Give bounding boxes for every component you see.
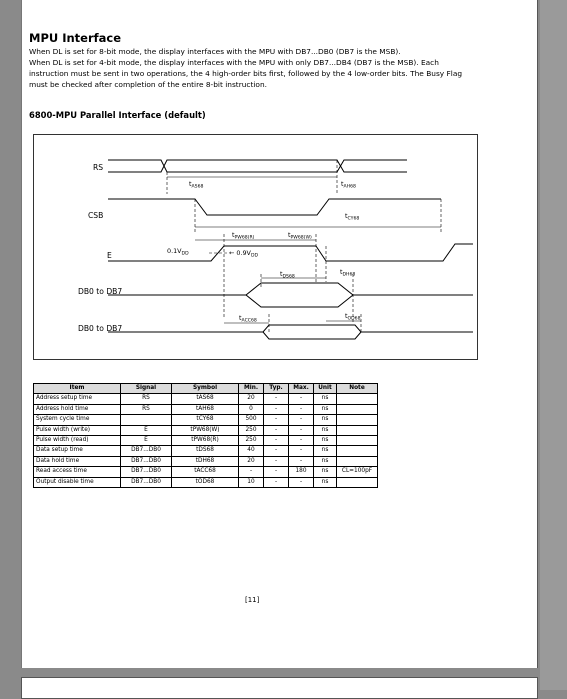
table-cell: E <box>121 425 172 435</box>
v01-label: $0.1V_{DD}$ <box>167 247 189 257</box>
table-row <box>34 477 378 487</box>
table-cell: RS <box>121 404 172 414</box>
table-cell: - <box>264 425 289 435</box>
tas-label: $t_{AS68}$ <box>189 180 204 190</box>
table-cell: Output disable time <box>34 477 121 487</box>
table-cell: DB7...DB0 <box>121 477 172 487</box>
table-cell: tACC68 <box>172 467 239 477</box>
signal-e: E <box>107 251 112 260</box>
table-row <box>34 446 378 456</box>
scrollbar[interactable] <box>540 0 567 690</box>
signal-db-write: DB0 to DB7 <box>78 287 123 296</box>
table-cell <box>337 415 378 425</box>
table-cell: 180 <box>289 467 314 477</box>
header-unit: Unit <box>314 384 337 394</box>
table-cell: DB7...DB0 <box>121 456 172 466</box>
table-cell: - <box>264 404 289 414</box>
table-cell: ns <box>314 467 337 477</box>
table-cell: - <box>289 456 314 466</box>
signal-rs: RS <box>93 163 104 172</box>
table-cell: RS <box>121 394 172 404</box>
table-cell <box>337 404 378 414</box>
header-symbol: Symbol <box>172 384 239 394</box>
table-cell: Read access time <box>34 467 121 477</box>
table-cell: - <box>289 415 314 425</box>
tacc-label: $t_{ACC68}$ <box>239 314 257 324</box>
intro-line-3: instruction must be sent in two operations, the 4 high-order bits first, followed by the 4 low-order bits. The Busy Flag <box>29 69 463 78</box>
header-signal: Signal <box>121 384 172 394</box>
table-cell: Address hold time <box>34 404 121 414</box>
header-max: Max. <box>289 384 314 394</box>
header-note: Note <box>337 384 378 394</box>
table-cell: Data hold time <box>34 456 121 466</box>
tds-label: $t_{DS68}$ <box>280 270 295 280</box>
table-cell: - <box>264 446 289 456</box>
table-row <box>34 425 378 435</box>
table-cell: tAS68 <box>172 394 239 404</box>
header-typ: Typ. <box>264 384 289 394</box>
table-cell <box>337 477 378 487</box>
table-cell: CL=100pF <box>337 467 378 477</box>
intro-line-1: When DL is set for 8-bit mode, the display interfaces with the MPU with DB7...DB0 (DB7 is the MSB). <box>29 47 401 56</box>
table-cell: - <box>264 477 289 487</box>
table-cell: tPW68(W) <box>172 425 239 435</box>
intro-line-4: must be checked after completion of the entire 8-bit instruction. <box>29 80 267 89</box>
table-cell <box>337 436 378 446</box>
table-cell: tCY68 <box>172 415 239 425</box>
table-cell <box>337 394 378 404</box>
header-item: Item <box>34 384 121 394</box>
table-row <box>34 436 378 446</box>
table-cell: - <box>264 436 289 446</box>
table-row <box>34 404 378 414</box>
table-cell: 40 <box>239 446 264 456</box>
signal-db-read: DB0 to DB7 <box>78 324 123 333</box>
table-cell: - <box>264 467 289 477</box>
table-cell: ns <box>314 436 337 446</box>
table-cell <box>337 456 378 466</box>
table-cell: 250 <box>239 425 264 435</box>
timing-diagram <box>33 134 478 360</box>
table-row <box>34 415 378 425</box>
table-cell <box>337 425 378 435</box>
table-cell: ns <box>314 425 337 435</box>
next-page <box>21 677 538 699</box>
table-header-row <box>34 384 378 394</box>
page-number: [11] <box>245 596 260 604</box>
table-cell: DB7...DB0 <box>121 467 172 477</box>
table-cell: - <box>289 436 314 446</box>
table-cell: ns <box>314 446 337 456</box>
table-cell: ns <box>314 415 337 425</box>
table-cell <box>337 446 378 456</box>
table-cell: tDS68 <box>172 446 239 456</box>
table-cell: - <box>289 446 314 456</box>
table-cell: ns <box>314 394 337 404</box>
section-title: 6800-MPU Parallel Interface (default) <box>29 110 206 120</box>
v09-label: ← $0.9V_{DD}$ <box>229 249 259 259</box>
table-cell: Address setup time <box>34 394 121 404</box>
tpwr-label: $t_{PW68(R)}$ <box>232 231 255 241</box>
tah-label: $t_{AH68}$ <box>341 180 356 190</box>
table-cell: - <box>289 425 314 435</box>
table-cell: 20 <box>239 456 264 466</box>
table-cell: ns <box>314 456 337 466</box>
table-cell: - <box>264 394 289 404</box>
table-cell: 500 <box>239 415 264 425</box>
table-cell: 10 <box>239 477 264 487</box>
table-cell: 20 <box>239 394 264 404</box>
tdh-label: $t_{DH68}$ <box>340 268 356 278</box>
table-cell: tAH68 <box>172 404 239 414</box>
table-cell: 0 <box>239 404 264 414</box>
table-cell: - <box>239 467 264 477</box>
table-row <box>34 467 378 477</box>
table-cell: E <box>121 436 172 446</box>
tod-label: $t_{OD68}$ <box>345 312 361 322</box>
table-row <box>34 394 378 404</box>
tcy-label: $t_{CY68}$ <box>345 212 360 222</box>
table-cell: DB7...DB0 <box>121 446 172 456</box>
table-cell: - <box>289 394 314 404</box>
page-title: MPU Interface <box>29 31 122 45</box>
table-cell: Pulse width (write) <box>34 425 121 435</box>
table-cell: - <box>264 456 289 466</box>
table-cell <box>121 415 172 425</box>
table-cell: - <box>264 415 289 425</box>
table-cell: ns <box>314 404 337 414</box>
table-cell: tPW68(R) <box>172 436 239 446</box>
table-cell: - <box>289 477 314 487</box>
table-cell: tDH68 <box>172 456 239 466</box>
table-cell: 250 <box>239 436 264 446</box>
table-cell: - <box>289 404 314 414</box>
table-cell: Data setup time <box>34 446 121 456</box>
table-cell: tOD68 <box>172 477 239 487</box>
table-cell: Pulse width (read) <box>34 436 121 446</box>
table-cell: ns <box>314 477 337 487</box>
signal-csb: CSB <box>88 211 104 220</box>
table-row <box>34 456 378 466</box>
table-cell: System cycle time <box>34 415 121 425</box>
timing-table <box>33 383 378 488</box>
intro-line-2: When DL is set for 4-bit mode, the display interfaces with the MPU with only DB7...DB4 (DB7 is the MSB). Each <box>29 58 439 67</box>
tpww-label: $t_{PW68(W)}$ <box>288 231 312 241</box>
header-min: Min. <box>239 384 264 394</box>
